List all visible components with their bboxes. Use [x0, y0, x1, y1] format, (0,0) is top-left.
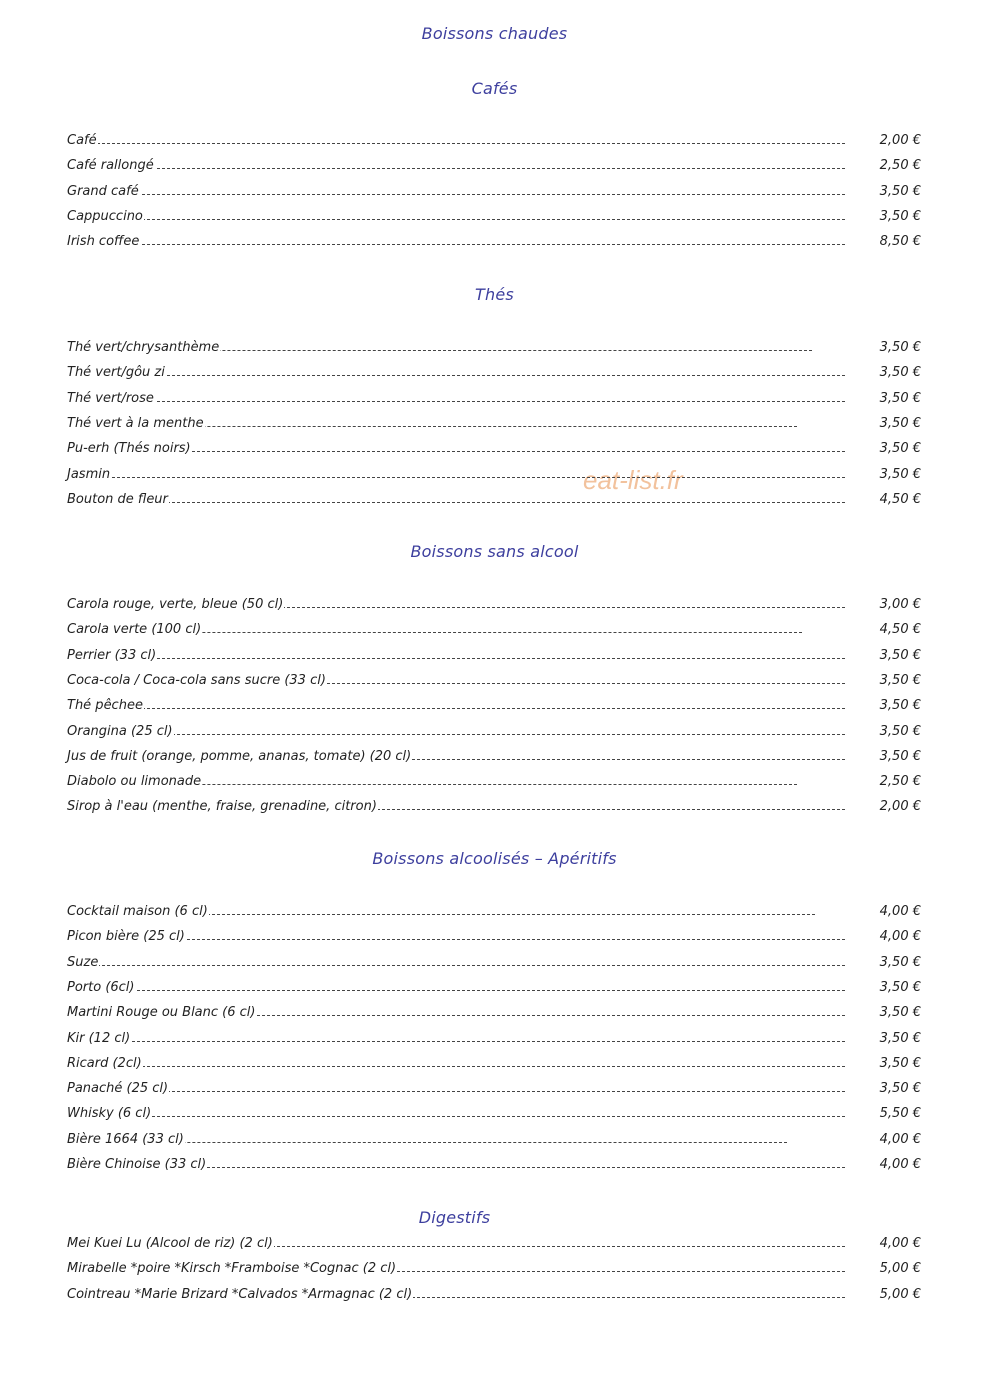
menu-item-name: Panaché (25 cl) — [67, 1081, 169, 1097]
dotted-leader — [67, 658, 845, 659]
dotted-leader — [67, 375, 845, 376]
menu-item-price: 4,00 € — [879, 1236, 921, 1251]
menu-item-name: Suze — [67, 954, 99, 970]
menu-item-price: 4,00 € — [879, 1157, 921, 1172]
menu-item-name: Mirabelle *poire *Kirsch *Framboise *Cognac (2 cl) — [67, 1261, 397, 1277]
dotted-leader — [67, 734, 845, 735]
menu-item-price: 3,50 € — [879, 698, 921, 714]
menu-item — [67, 622, 921, 642]
menu-item — [67, 597, 921, 617]
menu-item-price: 5,00 € — [879, 1261, 921, 1277]
dotted-leader — [67, 168, 845, 169]
section-title: Boissons alcoolisés – Apéritifs — [372, 849, 617, 868]
dotted-leader — [67, 990, 845, 991]
menu-item-price: 4,00 € — [879, 904, 921, 919]
menu-item-price: 2,00 € — [879, 133, 921, 148]
menu-item-price: 2,50 € — [879, 774, 921, 790]
menu-item-name: Bouton de fleur — [67, 491, 168, 507]
menu-item-price: 3,50 € — [879, 365, 921, 381]
menu-item — [67, 980, 921, 1000]
menu-item — [67, 391, 921, 411]
menu-item-price: 3,50 € — [879, 1081, 921, 1097]
menu-item — [67, 365, 921, 385]
section-title: Digestifs — [418, 1208, 491, 1227]
menu-item — [67, 955, 921, 975]
menu-item-price: 3,50 € — [879, 441, 921, 457]
menu-item-name: Kir (12 cl) — [67, 1030, 131, 1046]
menu-item-price: 3,50 € — [879, 979, 921, 995]
watermark: eat-list.fr — [583, 465, 683, 495]
menu-item — [67, 441, 921, 461]
menu-item-name: Jasmin — [67, 466, 111, 482]
menu-item — [67, 1287, 921, 1307]
menu-item — [67, 1236, 921, 1256]
menu-item-name: Whisky (6 cl) — [67, 1106, 152, 1122]
menu-item-name: Diabolo ou limonade — [67, 774, 202, 790]
menu-item — [67, 1081, 921, 1101]
menu-item-price: 4,00 € — [879, 1131, 921, 1147]
menu-item — [67, 340, 921, 360]
menu-item-price: 4,50 € — [879, 622, 921, 638]
menu-item-price: 3,50 € — [879, 340, 921, 355]
section-title: Cafés — [471, 79, 518, 98]
menu-item-name: Irish coffee — [67, 234, 140, 250]
menu-item-name: Thé vert/gôu zi — [67, 365, 165, 381]
menu-item-name: Grand café — [67, 183, 139, 199]
dotted-leader — [67, 965, 845, 966]
menu-item — [67, 234, 921, 254]
dotted-leader — [67, 401, 845, 402]
dotted-leader — [67, 1116, 845, 1117]
menu-item-price: 3,50 € — [879, 672, 921, 688]
dotted-leader — [67, 194, 845, 195]
menu-item-name: Jus de fruit (orange, pomme, ananas, tomate) (20 cl) — [67, 748, 412, 764]
menu-item-name: Cappuccino — [67, 208, 143, 224]
menu-item-price: 3,00 € — [879, 597, 921, 612]
menu-item-name: Cointreau *Marie Brizard *Calvados *Armagnac (2 cl) — [67, 1286, 413, 1302]
menu-item-price: 3,50 € — [879, 954, 921, 970]
menu-item-name: Thé vert à la menthe — [67, 415, 204, 431]
menu-item — [67, 209, 921, 229]
section-title: Thés — [475, 285, 514, 304]
dotted-leader — [67, 477, 845, 478]
menu-item-name: Carola rouge, verte, bleue (50 cl) — [67, 597, 284, 612]
menu-item-name: Porto (6cl) — [67, 979, 135, 995]
menu-item-name: Pu-erh (Thés noirs) — [67, 441, 191, 457]
menu-item — [67, 158, 921, 178]
menu-item-price: 4,50 € — [879, 491, 921, 507]
dotted-leader — [67, 1041, 845, 1042]
menu-item-name: Thé vert/chrysanthème — [67, 340, 220, 355]
menu-item-price: 3,50 € — [879, 390, 921, 406]
menu-item-price: 3,50 € — [879, 466, 921, 482]
dotted-leader — [67, 1091, 845, 1092]
menu-item — [67, 1031, 921, 1051]
menu-item-price: 3,50 € — [879, 1030, 921, 1046]
menu-item — [67, 184, 921, 204]
menu-item — [67, 799, 921, 819]
menu-item-name: Bière Chinoise (33 cl) — [67, 1157, 207, 1172]
menu-item-price: 8,50 € — [879, 234, 921, 250]
menu-item — [67, 1261, 921, 1281]
menu-item-price: 5,50 € — [879, 1106, 921, 1122]
dotted-leader — [67, 244, 845, 245]
menu-item-price: 4,00 € — [879, 929, 921, 945]
menu-item-name: Cocktail maison (6 cl) — [67, 904, 208, 919]
menu-item — [67, 1106, 921, 1126]
menu-item-name: Thé pêchee — [67, 698, 143, 714]
menu-item — [67, 1132, 921, 1152]
menu-item-price: 3,50 € — [879, 1055, 921, 1071]
menu-item-price: 2,50 € — [879, 158, 921, 174]
menu-item-name: Martini Rouge ou Blanc (6 cl) — [67, 1005, 256, 1021]
menu-item-name: Bière 1664 (33 cl) — [67, 1131, 184, 1147]
menu-item-name: Coca-cola / Coca-cola sans sucre (33 cl) — [67, 672, 326, 688]
menu-item-name: Picon bière (25 cl) — [67, 929, 185, 945]
menu-item — [67, 648, 921, 668]
menu-item — [67, 673, 921, 693]
menu-item-price: 2,00 € — [879, 799, 921, 815]
menu-item — [67, 416, 921, 436]
menu-item-name: Sirop à l'eau (menthe, fraise, grenadine, citron) — [67, 799, 377, 815]
menu-item — [67, 929, 921, 949]
menu-item — [67, 904, 921, 924]
menu-item — [67, 1157, 921, 1177]
menu-item-name: Carola verte (100 cl) — [67, 622, 202, 638]
dotted-leader — [67, 708, 845, 709]
dotted-leader — [67, 143, 845, 144]
menu-item — [67, 774, 921, 794]
menu-item-name: Thé vert/rose — [67, 390, 154, 406]
menu-item-name: Ricard (2cl) — [67, 1055, 142, 1071]
menu-item — [67, 724, 921, 744]
menu-item-name: Orangina (25 cl) — [67, 723, 173, 739]
menu-item-price: 5,00 € — [879, 1286, 921, 1302]
menu-item-price: 3,50 € — [879, 415, 921, 431]
menu-item-price: 3,50 € — [879, 723, 921, 739]
page-title: Boissons chaudes — [421, 24, 568, 43]
menu-item-price: 3,50 € — [879, 647, 921, 663]
menu-item-name: Café rallongé — [67, 158, 154, 174]
menu-item — [67, 698, 921, 718]
menu-item — [67, 749, 921, 769]
dotted-leader — [67, 219, 845, 220]
menu-item — [67, 1056, 921, 1076]
menu-item — [67, 492, 921, 512]
dotted-leader — [67, 502, 845, 503]
menu-item — [67, 1005, 921, 1025]
menu-item-name: Café — [67, 133, 97, 148]
menu-item-name: Mei Kuei Lu (Alcool de riz) (2 cl) — [67, 1236, 273, 1251]
dotted-leader — [67, 1066, 845, 1067]
section-title: Boissons sans alcool — [410, 542, 579, 561]
menu-item — [67, 133, 921, 153]
menu-item — [67, 467, 921, 487]
menu-item-price: 3,50 € — [879, 748, 921, 764]
menu-item-price: 3,50 € — [879, 208, 921, 224]
menu-item-name: Perrier (33 cl) — [67, 647, 157, 663]
menu-item-price: 3,50 € — [879, 1005, 921, 1021]
menu-item-price: 3,50 € — [879, 183, 921, 199]
